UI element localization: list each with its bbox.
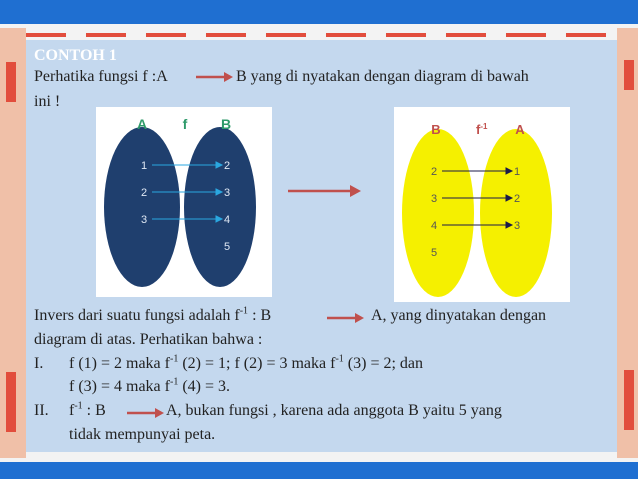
set-a-oval (104, 127, 180, 287)
f-label: f (182, 116, 188, 132)
set-b-label: B (220, 116, 232, 132)
item1-sup-1: -1 (169, 353, 179, 365)
inv-a-elem-3: 3 (514, 220, 521, 232)
red-bar-right-1 (624, 60, 634, 90)
diagram-inverse-svg (394, 107, 570, 302)
invers-sup: -1 (239, 305, 249, 317)
red-dash-top (26, 33, 617, 37)
a-elem-1: 1 (141, 160, 148, 172)
item1-text-b: (2) = 1; f (2) = 3 maka f (178, 355, 336, 372)
set-b-oval-yellow (402, 129, 474, 297)
inline-arrow-3-icon (127, 407, 165, 419)
b-elem-5: 5 (224, 241, 231, 253)
set-a-oval-yellow (480, 129, 552, 297)
item1-text-e: (4) = 3. (178, 378, 231, 395)
item1-sup-2: -1 (335, 353, 344, 365)
item2-sup: -1 (74, 400, 83, 412)
item2-line1-end: A, bukan fungsi , karena ada anggota B yaitu 5 yang (166, 402, 502, 419)
inv-b-elem-4: 4 (431, 220, 438, 232)
inv-a-elem-2: 2 (514, 193, 521, 205)
diagram-inverse (394, 107, 570, 302)
item1-text-a: f (1) = 2 maka f (69, 355, 170, 372)
inv-a-elem-1: 1 (514, 166, 521, 178)
item2-text-a: f (69, 402, 75, 419)
item2-number: II. (34, 402, 49, 419)
intro-line1-start: Perhatika fungsi f :A (34, 68, 168, 85)
inv-set-a-label: A (515, 122, 525, 137)
inv-b-elem-2: 2 (431, 166, 438, 178)
inv-b-elem-5: 5 (431, 247, 438, 259)
a-elem-3: 3 (141, 214, 148, 226)
b-elem-4: 4 (224, 214, 231, 226)
diagram-line: diagram di atas. Perhatikan bahwa : (34, 331, 263, 348)
set-a-label: A (136, 116, 148, 132)
item1-text-d: f (3) = 4 maka f (69, 378, 170, 395)
invers-text-b: : B (248, 307, 272, 324)
item1-text-c: (3) = 2; dan (343, 355, 424, 372)
red-bar-left-1 (6, 62, 16, 102)
item2-line2: tidak mempunyai peta. (69, 426, 216, 443)
invers-line-end: A, yang dinyatakan dengan (371, 307, 547, 324)
inv-set-b-label: B (431, 122, 441, 137)
inv-b-elem-3: 3 (431, 193, 438, 205)
inline-arrow-1-icon (196, 71, 234, 83)
item1-sup-3: -1 (169, 376, 179, 388)
item1-line2 (69, 377, 230, 397)
top-blue-band (0, 0, 638, 24)
transform-arrow-icon (288, 184, 362, 198)
item1-line1 (69, 354, 423, 374)
a-elem-2: 2 (141, 187, 148, 199)
set-b-oval (184, 127, 256, 287)
diagram-f (96, 107, 272, 297)
red-bar-left-2 (6, 372, 16, 432)
inv-f-label: $f^{-1}$ (476, 122, 488, 137)
inline-arrow-2-icon (327, 312, 365, 324)
b-elem-3: 3 (224, 187, 231, 199)
item2-text-b: : B (82, 402, 106, 419)
slide-title: CONTOH 1 (34, 47, 117, 64)
invers-line (34, 306, 271, 326)
intro-line1-end: B yang di nyatakan dengan diagram di bawah (236, 68, 529, 85)
b-elem-2: 2 (224, 160, 231, 172)
intro-line2: ini ! (34, 93, 61, 110)
red-bar-right-2 (624, 370, 634, 430)
item2-line1-start (69, 401, 106, 421)
bottom-blue-band (0, 462, 638, 479)
diagram-f-svg (96, 107, 272, 297)
item1-number: I. (34, 355, 44, 372)
invers-text-a: Invers dari suatu fungsi adalah f (34, 307, 240, 324)
